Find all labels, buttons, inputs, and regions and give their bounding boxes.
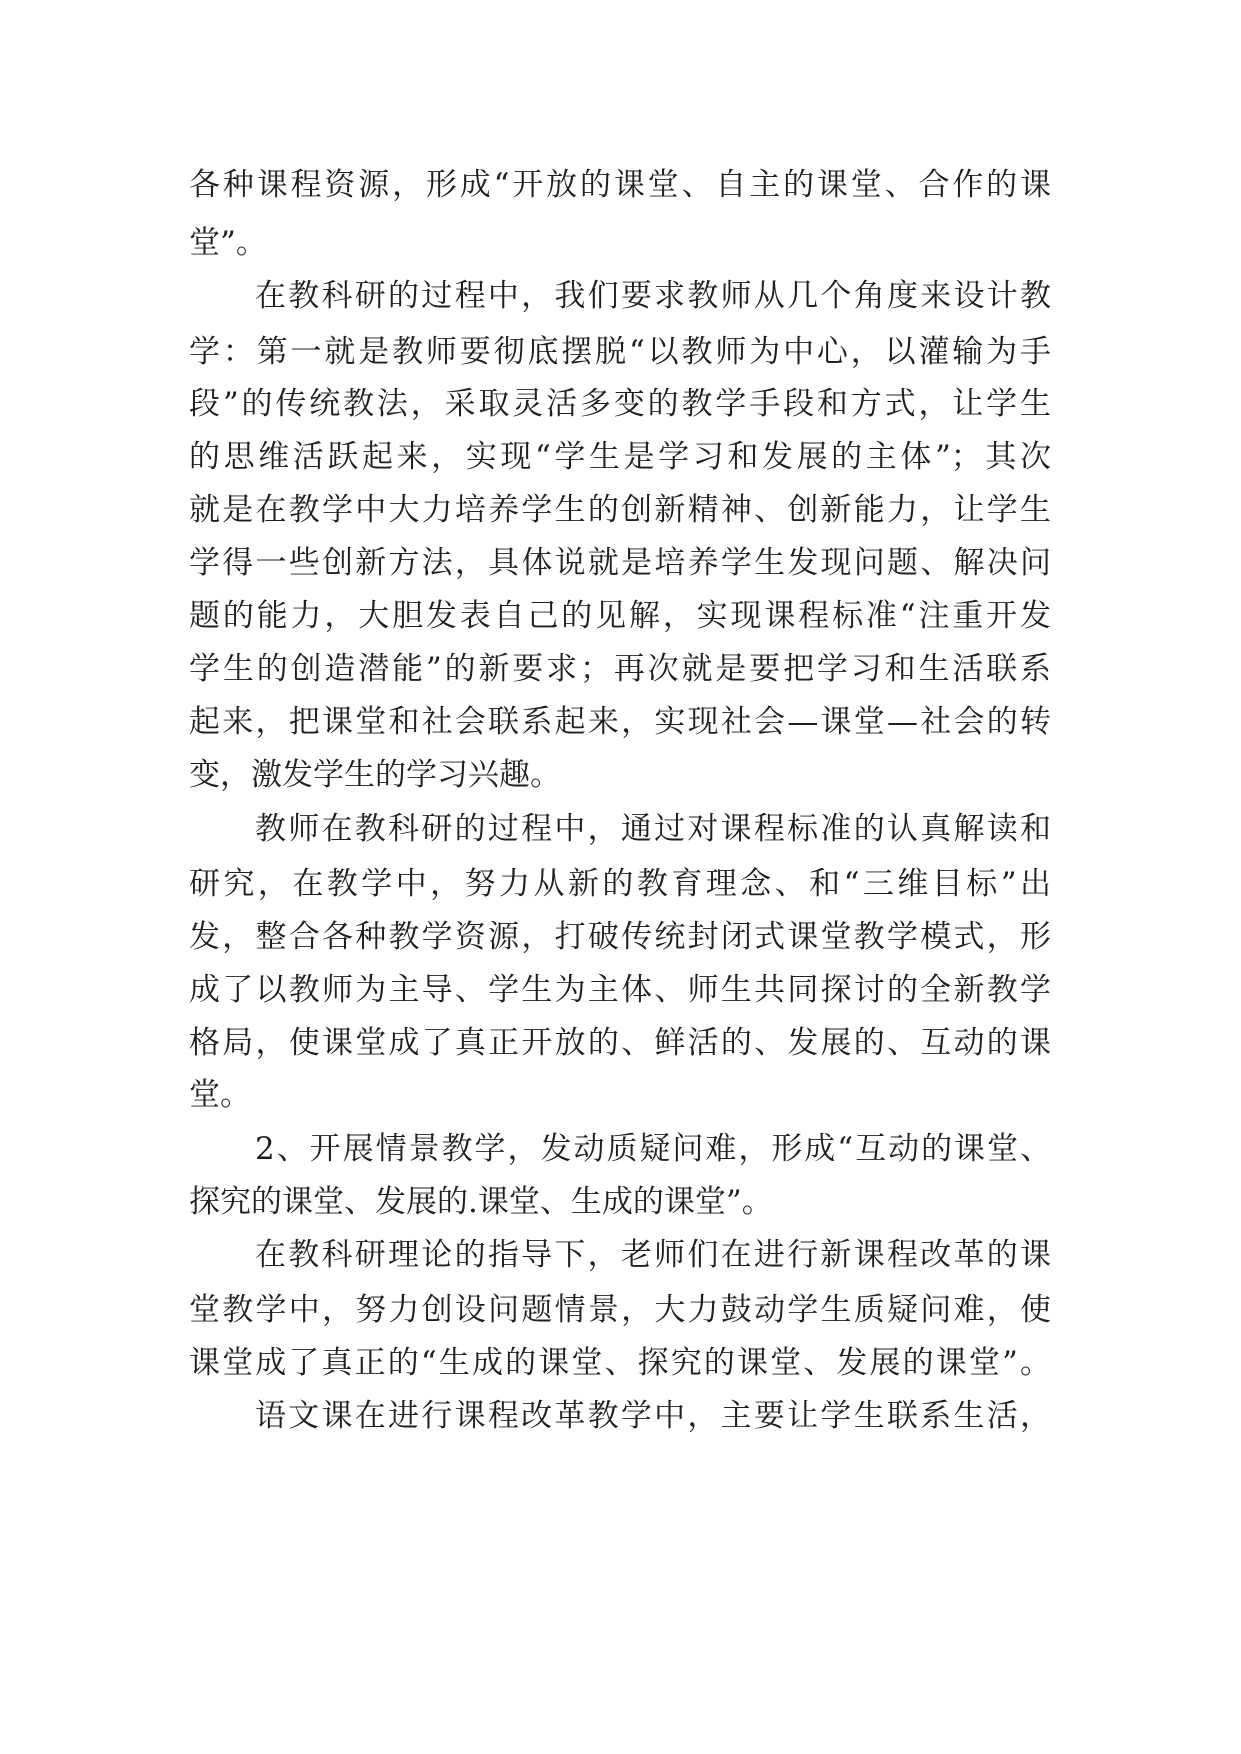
text-line: 课堂成了真正的“生成的课堂、探究的课堂、发展的课堂”。 [189, 1345, 1051, 1381]
text-line: 学得一些创新方法，具体说就是培养学生发现问题、解决问 [189, 545, 1051, 581]
text-line: 成了以教师为主导、学生为主体、师生共同探讨的全新教学 [189, 972, 1051, 1008]
text-line: 格局，使课堂成了真正开放的、鲜活的、发展的、互动的课 [189, 1025, 1051, 1061]
text-line: 题的能力，大胆发表自己的见解，实现课程标准“注重开发 [189, 598, 1051, 634]
text-line: 变，激发学生的学习兴趣。 [189, 757, 561, 793]
paragraph-first-line: 在教科研理论的指导下，老师们在进行新课程改革的课 [255, 1237, 1051, 1273]
section-heading-line: 2、开展情景教学，发动质疑问难，形成“互动的课堂、 [255, 1131, 1051, 1167]
paragraph-first-line: 语文课在进行课程改革教学中，主要让学生联系生活， [255, 1398, 1051, 1434]
text-line: 各种课程资源，形成“开放的课堂、自主的课堂、合作的课 [189, 167, 1051, 203]
text-line: 段”的传统教法，采取灵活多变的教学手段和方式，让学生 [189, 386, 1051, 422]
text-line: 发，整合各种教学资源，打破传统封闭式课堂教学模式，形 [189, 919, 1051, 955]
text-line: 的思维活跃起来，实现“学生是学习和发展的主体”；其次 [189, 439, 1051, 475]
text-line: 就是在教学中大力培养学生的创新精神、创新能力，让学生 [189, 492, 1051, 528]
text-line: 堂教学中，努力创设问题情景，大力鼓动学生质疑问难，使 [189, 1292, 1051, 1328]
section-heading-line: 探究的课堂、发展的.课堂、生成的课堂”。 [189, 1184, 773, 1220]
paragraph-first-line: 教师在教科研的过程中，通过对课程标准的认真解读和 [255, 811, 1051, 847]
text-line: 学：第一就是教师要彻底摆脱“以教师为中心，以灌输为手 [189, 334, 1051, 370]
text-line: 堂。 [189, 1077, 251, 1113]
paragraph-first-line: 在教科研的过程中，我们要求教师从几个角度来设计教 [255, 278, 1051, 314]
text-line: 起来，把课堂和社会联系起来，实现社会—课堂—社会的转 [189, 704, 1051, 740]
text-line: 学生的创造潜能”的新要求；再次就是要把学习和生活联系 [189, 651, 1051, 687]
text-line: 堂”。 [189, 225, 267, 261]
text-line: 研究，在教学中，努力从新的教育理念、和“三维目标”出 [189, 866, 1051, 902]
